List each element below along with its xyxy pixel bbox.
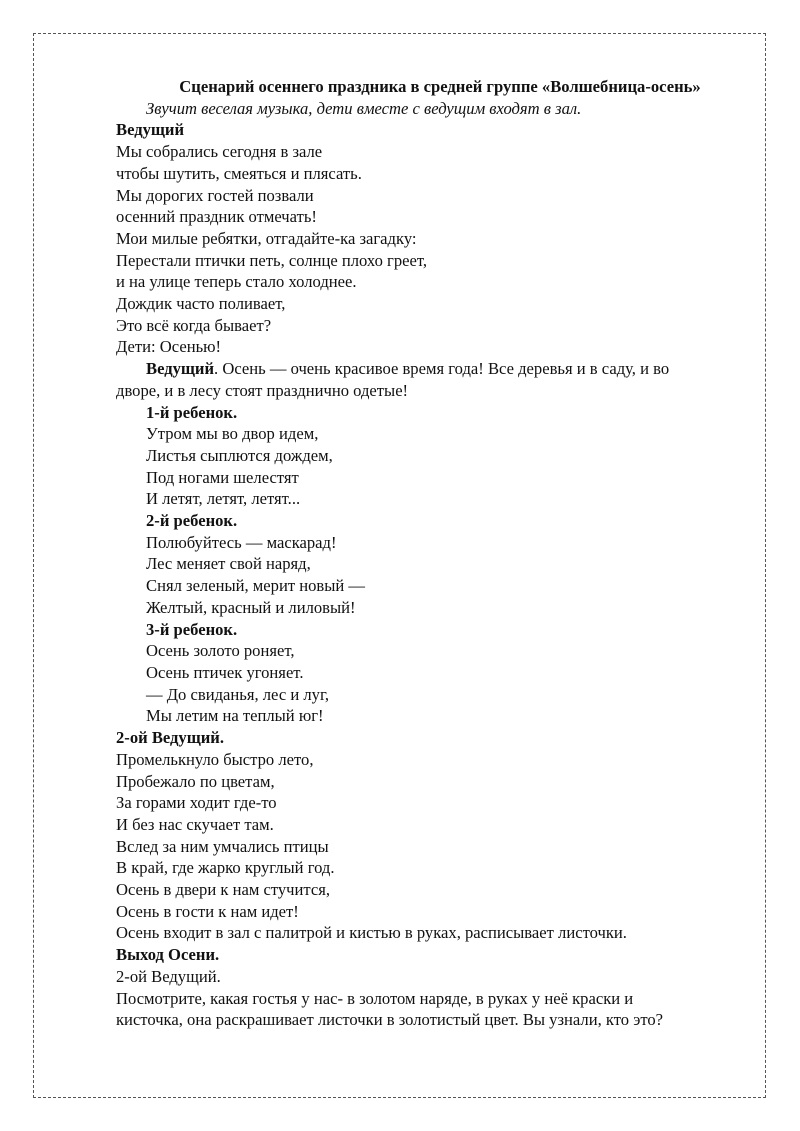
host1-line: Мы дорогих гостей позвали: [116, 185, 314, 205]
host2-line: Осень в гости к нам идет!: [116, 901, 299, 921]
child1-heading: 1-й ребенок.: [146, 402, 238, 422]
host2-line: Промелькнуло быстро лето,: [116, 749, 314, 769]
host1-line: осенний праздник отмечать!: [116, 207, 317, 227]
host2-line: В край, где жарко круглый год.: [116, 858, 335, 878]
child3-line: Мы летим на теплый юг!: [146, 706, 324, 726]
intro-stage-direction: Звучит веселая музыка, дети вместе с ведущим входят в зал.: [146, 98, 582, 118]
final-line: кисточка, она раскрашивает листочки в золотистый цвет. Вы узнали, кто это?: [116, 1010, 664, 1030]
host1-line: Дети: Осенью!: [116, 337, 222, 357]
child2-line: Лес меняет свой наряд,: [146, 554, 311, 574]
host1-line: Перестали птички петь, солнце плохо греет,: [116, 250, 428, 270]
final-line: Посмотрите, какая гостья у нас- в золотом наряде, в руках у неё краски и: [116, 988, 634, 1008]
host2-line: Вслед за ним умчались птицы: [116, 836, 329, 856]
host1-line: Мы собрались сегодня в зале: [116, 142, 323, 162]
child1-line: И летят, летят, летят...: [146, 489, 301, 509]
host-speech-text: . Осень — очень красивое время года! Все деревья и в саду, и во: [214, 359, 670, 379]
host2-line: Пробежало по цветам,: [116, 771, 275, 791]
child2-line: Полюбуйтесь — маскарад!: [146, 532, 337, 552]
child2-line: Желтый, красный и лиловый!: [146, 597, 356, 617]
host-speech-line: дворе, и в лесу стоят празднично одетые!: [116, 380, 409, 400]
host1-line: Дождик часто поливает,: [116, 294, 286, 314]
child3-line: Осень птичек угоняет.: [146, 662, 304, 682]
host2-line: Осень в двери к нам стучится,: [116, 880, 330, 900]
child3-heading: 3-й ребенок.: [146, 619, 238, 639]
child2-line: Снял зеленый, мерит новый —: [146, 576, 366, 596]
child3-line: Осень золото роняет,: [146, 641, 295, 661]
host1-line: Мои милые ребятки, отгадайте-ка загадку:: [116, 228, 417, 248]
host2-line: За горами ходит где-то: [116, 793, 277, 813]
document-title: Сценарий осеннего праздника в средней группе «Волшебница-осень»: [179, 77, 701, 96]
host-speech-label: Ведущий: [146, 359, 215, 379]
autumn-entrance-heading: Выход Осени.: [116, 945, 220, 965]
child3-line: — До свиданья, лес и луг,: [146, 684, 330, 704]
host2-line: И без нас скучает там.: [116, 814, 274, 834]
host1-line: и на улице теперь стало холоднее.: [116, 272, 357, 292]
final-line: 2-ой Ведущий.: [116, 966, 221, 986]
document-body: [116, 76, 746, 1031]
child1-line: Под ногами шелестят: [146, 467, 299, 487]
host-speech-line: [116, 358, 746, 380]
host1-line: чтобы шутить, смеяться и плясать.: [116, 163, 362, 183]
child1-line: Утром мы во двор идем,: [146, 424, 319, 444]
host1-line: Это всё когда бывает?: [116, 315, 272, 335]
host1-heading: Ведущий: [116, 120, 185, 140]
host2-line: Осень входит в зал с палитрой и кистью в руках, расписывает листочки.: [116, 923, 627, 943]
host2-heading: 2-ой Ведущий.: [116, 728, 225, 748]
child1-line: Листья сыплются дождем,: [146, 445, 333, 465]
child2-heading: 2-й ребенок.: [146, 511, 238, 531]
